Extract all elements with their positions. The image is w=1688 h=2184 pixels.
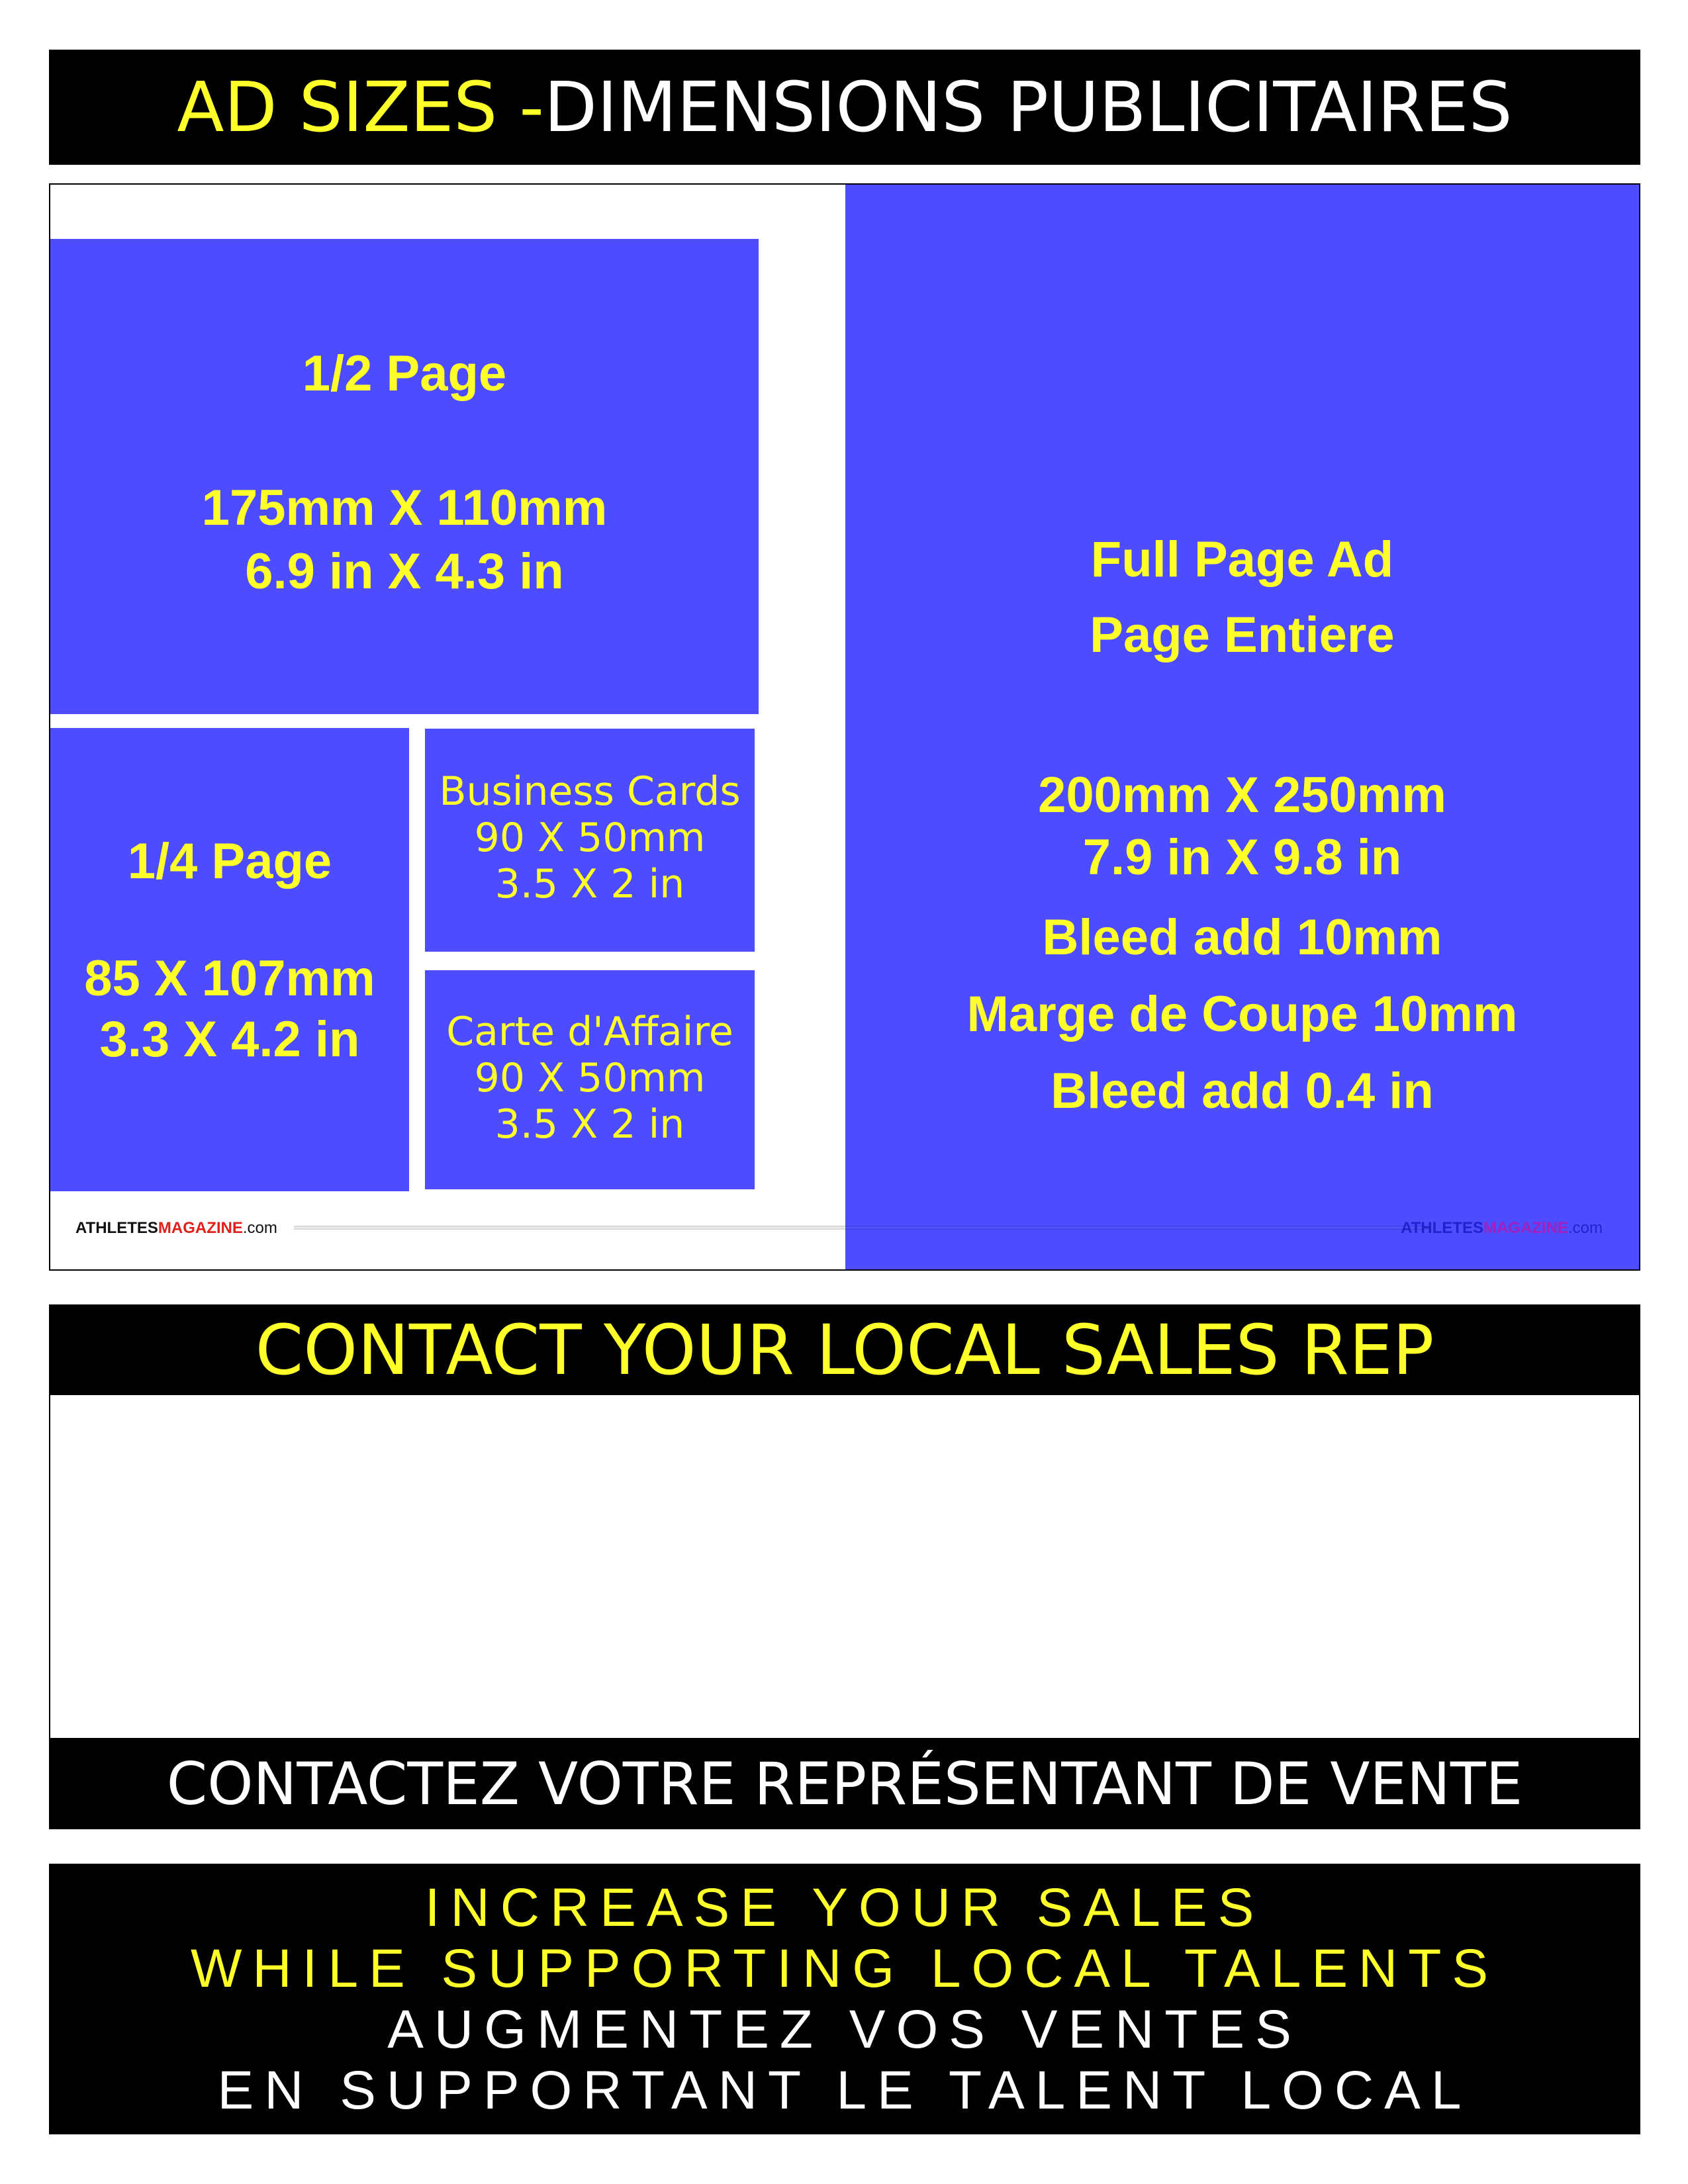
brand-domain: .com <box>242 1219 277 1237</box>
full-page-label-fr: Page Entiere <box>1090 607 1395 663</box>
business-card-imperial: 3.5 X 2 in <box>494 861 685 907</box>
title-bar <box>49 50 1640 165</box>
title-french: DIMENSIONS PUBLICITAIRES <box>543 67 1513 148</box>
half-page-metric: 175mm X 110mm <box>201 480 608 536</box>
full-page-bleed-mm: Bleed add 10mm <box>1042 909 1442 966</box>
quarter-page-ad <box>50 728 409 1191</box>
brand-logo-left <box>75 1219 277 1238</box>
brand-athletes: ATHLETES <box>1401 1219 1483 1237</box>
full-page-imperial: 7.9 in X 9.8 in <box>1082 829 1402 886</box>
brand-athletes: ATHLETES <box>75 1219 158 1237</box>
quarter-page-label: 1/4 Page <box>127 833 332 889</box>
quarter-page-imperial: 3.3 X 4.2 in <box>99 1011 360 1068</box>
full-page-dimensions <box>1038 764 1446 889</box>
full-page-metric: 200mm X 250mm <box>1038 767 1446 823</box>
promo-line-3: AUGMENTEZ VOS VENTES <box>387 1999 1302 2060</box>
business-card-ad <box>425 729 755 952</box>
contactez-heading <box>49 1738 1640 1829</box>
promo-banner <box>49 1864 1640 2134</box>
carte-affaire-imperial: 3.5 X 2 in <box>494 1101 685 1148</box>
promo-line-4: EN SUPPORTANT LE TALENT LOCAL <box>217 2060 1472 2120</box>
carte-affaire-text <box>446 1009 733 1148</box>
contact-title-fr: CONTACTEZ VOTRE REPRÉSENTANT DE VENTE <box>166 1749 1523 1818</box>
business-card-label: Business Cards <box>439 768 741 815</box>
contact-title-en: CONTACT YOUR LOCAL SALES REP <box>255 1310 1434 1390</box>
full-page-ad <box>845 185 1639 1269</box>
title-english: AD SIZES - <box>177 67 544 148</box>
full-page-label-en: Full Page Ad <box>1090 531 1394 588</box>
divider-line-right <box>845 1226 1428 1230</box>
quarter-page-metric: 85 X 107mm <box>84 950 375 1007</box>
business-card-text <box>439 768 740 907</box>
full-page-bleed-in: Bleed add 0.4 in <box>1051 1063 1434 1119</box>
contact-sales-rep-heading <box>49 1304 1640 1396</box>
carte-affaire-metric: 90 X 50mm <box>474 1055 706 1101</box>
half-page-dimensions <box>202 477 608 604</box>
promo-line-2: WHILE SUPPORTING LOCAL TALENTS <box>190 1938 1499 1999</box>
brand-magazine: MAGAZINE <box>158 1219 243 1237</box>
carte-affaire-label: Carte d'Affaire <box>446 1009 733 1055</box>
half-page-ad <box>50 239 759 714</box>
promo-line-1: INCREASE YOUR SALES <box>424 1877 1265 1938</box>
brand-magazine: MAGAZINE <box>1483 1219 1568 1237</box>
brand-domain: .com <box>1568 1219 1603 1237</box>
carte-affaire-ad <box>425 970 755 1189</box>
half-page-label: 1/2 Page <box>302 345 507 402</box>
quarter-page-dimensions <box>84 948 375 1070</box>
business-card-metric: 90 X 50mm <box>474 815 706 861</box>
brand-logo-right <box>1401 1219 1603 1238</box>
half-page-imperial: 6.9 in X 4.3 in <box>245 543 564 600</box>
full-page-labels <box>1090 522 1394 673</box>
full-page-bleed-info <box>967 899 1518 1130</box>
full-page-marge: Marge de Coupe 10mm <box>966 986 1518 1042</box>
divider-line-left <box>294 1226 845 1230</box>
ad-sizes-panel <box>49 183 1640 1271</box>
contact-info-box <box>49 1395 1640 1738</box>
